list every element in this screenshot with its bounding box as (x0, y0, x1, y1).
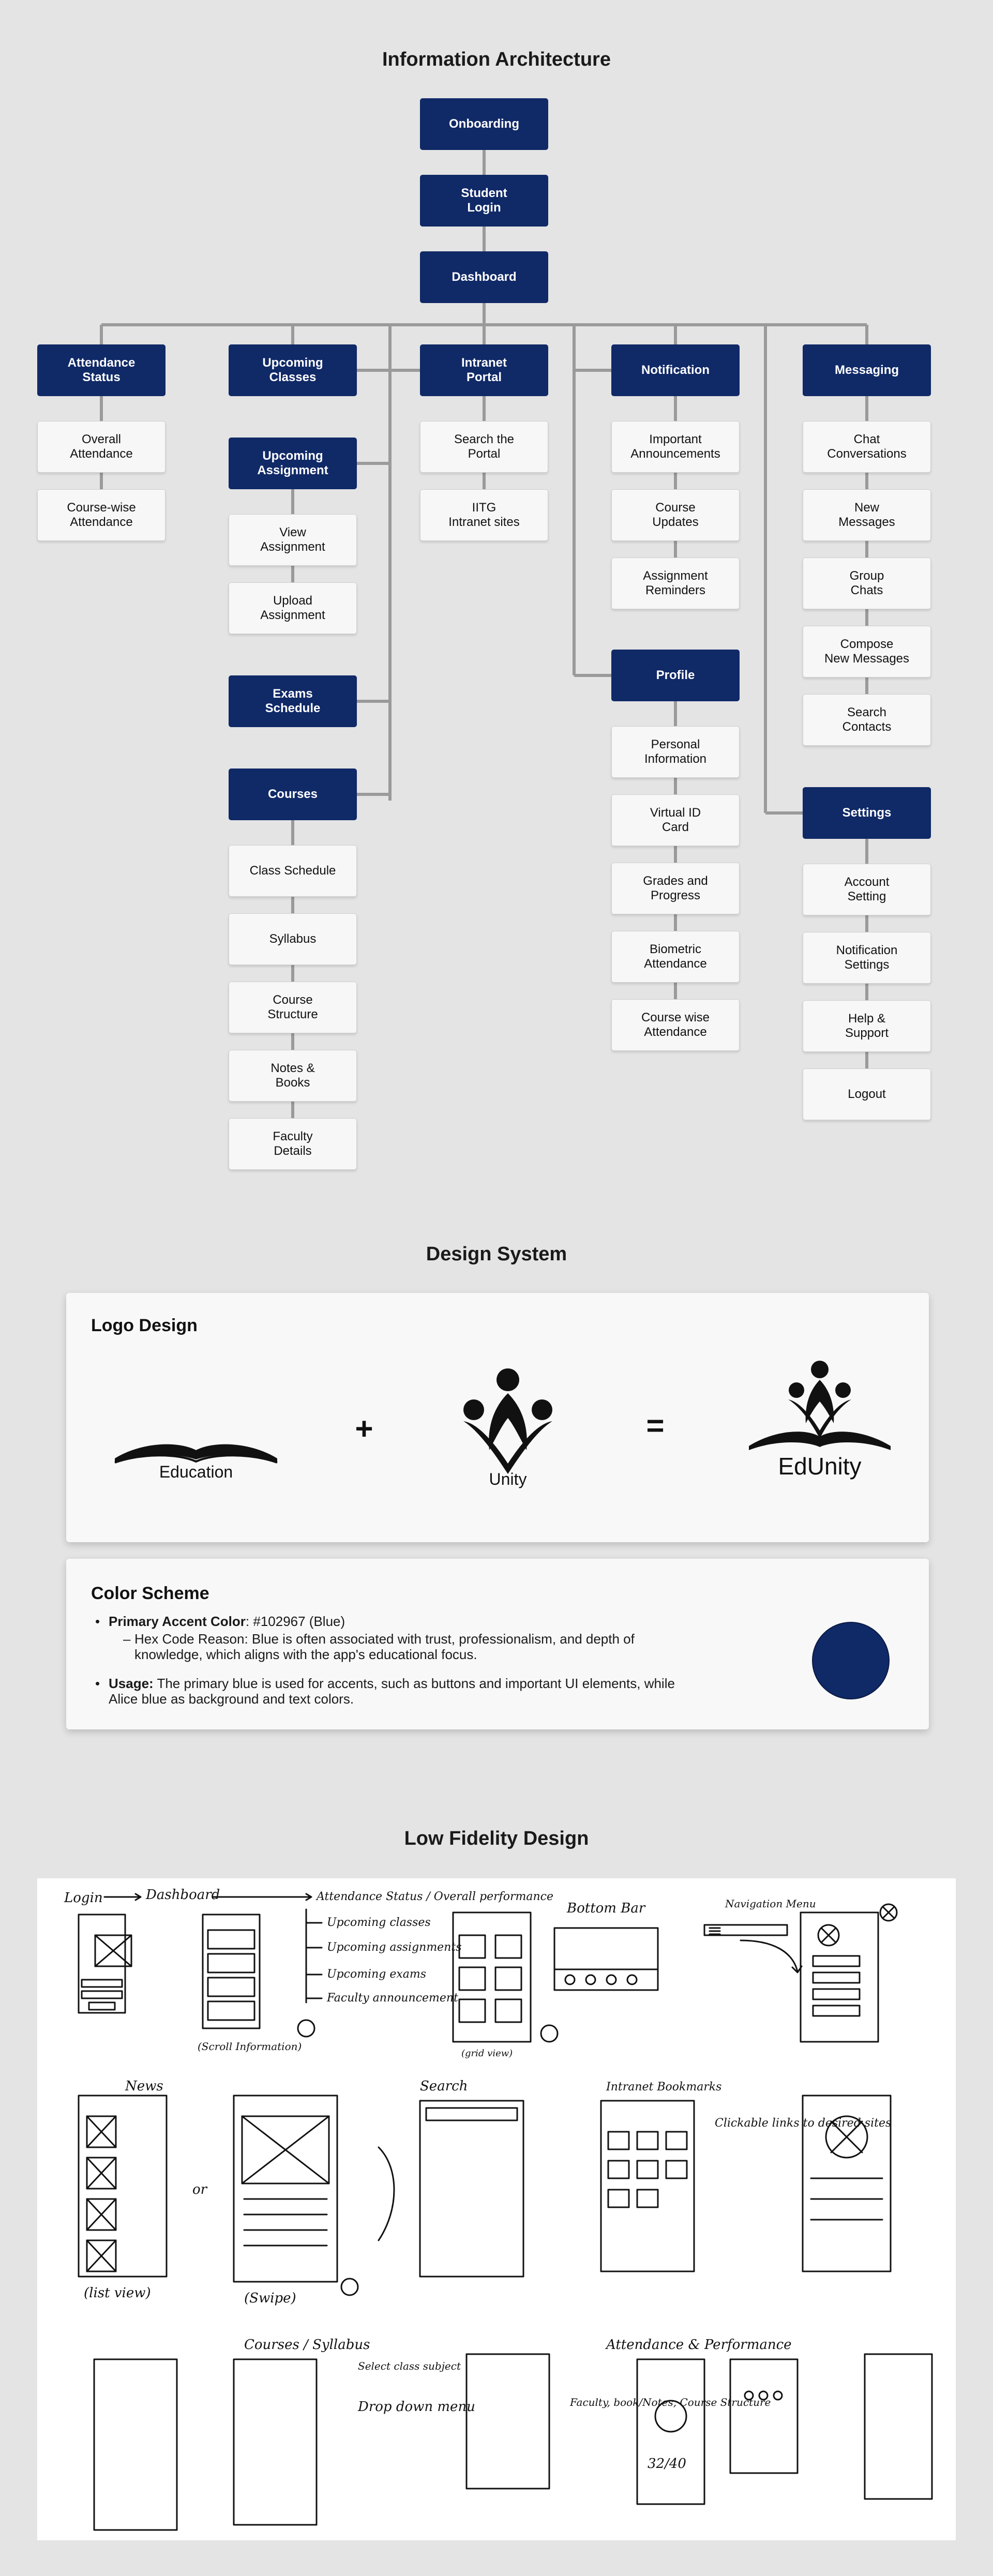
sketch-label-dropdown: Drop down menu (358, 2399, 475, 2415)
assignment-child: View Assignment (229, 514, 357, 566)
column-head-0: Attendance Status (37, 344, 166, 396)
usage-item (109, 1676, 688, 1707)
column-4-child: Search Contacts (803, 694, 931, 746)
settings-head: Settings (803, 787, 931, 839)
sketch-label-news: News (125, 2078, 163, 2094)
assignment-child: Upload Assignment (229, 582, 357, 634)
sketch-label-or: or (192, 2182, 207, 2197)
primary-color-value: : #102967 (Blue) (245, 1614, 345, 1629)
sketch-label-dashboard: Dashboard (146, 1887, 220, 1903)
usage-label: Usage: (109, 1676, 154, 1691)
profile-child: Grades and Progress (611, 863, 740, 914)
unity-figure-icon (456, 1362, 560, 1481)
column-4-child: New Messages (803, 489, 931, 541)
sketch-label-upcoming-exams: Upcoming exams (327, 1968, 427, 1981)
sketch-label-faculty-notes: Faculty, book/Notes, Course Structure (570, 2396, 771, 2408)
profile-child: Course wise Attendance (611, 999, 740, 1051)
column-head-1: Upcoming Classes (229, 344, 357, 396)
column-head-2: Intranet Portal (420, 344, 548, 396)
sketch-drawing (37, 1878, 956, 2540)
low-fidelity-sketch (37, 1878, 956, 2540)
sketch-label-list-view: (list view) (84, 2285, 151, 2301)
column-4-child: Group Chats (803, 558, 931, 609)
ia-title: Information Architecture (382, 49, 611, 70)
courses-child: Notes & Books (229, 1050, 357, 1102)
column-2-child: IITG Intranet sites (420, 489, 548, 541)
courses-child: Syllabus (229, 913, 357, 965)
assignment-head: Upcoming Assignment (229, 438, 357, 489)
primary-color-reason: – Hex Code Reason: Blue is often associated with trust, professionalism, and depth of knowledge, which aligns with the app's educational focus. (109, 1631, 688, 1662)
unity-label: Unity (489, 1470, 527, 1488)
courses-child: Course Structure (229, 982, 357, 1033)
education-label: Education (159, 1463, 233, 1481)
sketch-label-swipe: (Swipe) (244, 2291, 296, 2306)
color-scheme-heading: Color Scheme (91, 1584, 209, 1603)
column-head-4: Messaging (803, 344, 931, 396)
settings-child: Account Setting (803, 864, 931, 915)
column-2-child: Search the Portal (420, 421, 548, 473)
equals-sign: = (646, 1408, 665, 1443)
courses-head: Courses (229, 769, 357, 820)
sketch-label-intranet: Intranet Bookmarks (606, 2081, 722, 2093)
settings-child: Notification Settings (803, 932, 931, 984)
sketch-label-upcoming-assign: Upcoming assignments (327, 1941, 462, 1954)
sketch-label-select-subject: Select class subject (358, 2360, 461, 2372)
sketch-label-fraction: 32/40 (648, 2456, 686, 2472)
courses-child: Faculty Details (229, 1118, 357, 1170)
profile-child: Virtual ID Card (611, 794, 740, 846)
column-3-child: Assignment Reminders (611, 558, 740, 609)
logo-design-heading: Logo Design (91, 1316, 198, 1335)
sketch-label-faculty: Faculty announcement (327, 1992, 458, 2005)
ds-title: Design System (426, 1243, 567, 1265)
column-0-child: Course-wise Attendance (37, 489, 166, 541)
plus-sign: + (355, 1411, 373, 1446)
information-architecture-diagram (0, 0, 993, 1189)
primary-color-label: Primary Accent Color (109, 1614, 246, 1629)
sketch-label-bottom-bar: Bottom Bar (567, 1901, 645, 1916)
edunity-logo-icon (745, 1358, 895, 1467)
color-scheme-card (66, 1559, 929, 1729)
edunity-label: EdUnity (778, 1453, 862, 1480)
usage-text: The primary blue is used for accents, such as buttons and important UI elements, while Alice blue as background and text colors. (109, 1676, 675, 1707)
dashboard-node: Dashboard (420, 251, 548, 303)
onboarding-node: Onboarding (420, 98, 548, 150)
column-4-child: Chat Conversations (803, 421, 931, 473)
sketch-label-upcoming-classes: Upcoming classes (327, 1916, 431, 1929)
profile-child: Biometric Attendance (611, 931, 740, 983)
sketch-label-navigation: Navigation Menu (725, 1897, 816, 1910)
color-scheme-text (109, 1614, 688, 1707)
sketch-label-grid-view: (grid view) (461, 2048, 513, 2059)
primary-color-item (109, 1614, 688, 1629)
sketch-label-scroll-info: (Scroll Information) (198, 2040, 302, 2053)
book-logo-icon (111, 1426, 281, 1468)
sketch-label-attendance: Attendance Status / Overall performance (317, 1890, 553, 1903)
column-3-child: Course Updates (611, 489, 740, 541)
sketch-label-clickable: Clickable links to desired sites (715, 2117, 892, 2130)
sketch-label-search: Search (420, 2078, 468, 2094)
column-3-child: Important Announcements (611, 421, 740, 473)
sketch-label-login: Login (64, 1890, 103, 1906)
login-node: Student Login (420, 175, 548, 227)
settings-child: Logout (803, 1068, 931, 1120)
column-4-child: Compose New Messages (803, 626, 931, 677)
sketch-label-courses: Courses / Syllabus (244, 2337, 370, 2353)
exams-head: Exams Schedule (229, 675, 357, 727)
profile-head: Profile (611, 650, 740, 701)
settings-child: Help & Support (803, 1000, 931, 1052)
column-0-child: Overall Attendance (37, 421, 166, 473)
lf-title: Low Fidelity Design (404, 1828, 589, 1849)
sketch-label-attendance-perf: Attendance & Performance (606, 2337, 792, 2353)
courses-child: Class Schedule (229, 845, 357, 897)
column-head-3: Notification (611, 344, 740, 396)
logo-design-card (66, 1293, 929, 1542)
primary-color-swatch (812, 1622, 890, 1699)
profile-child: Personal Information (611, 726, 740, 778)
